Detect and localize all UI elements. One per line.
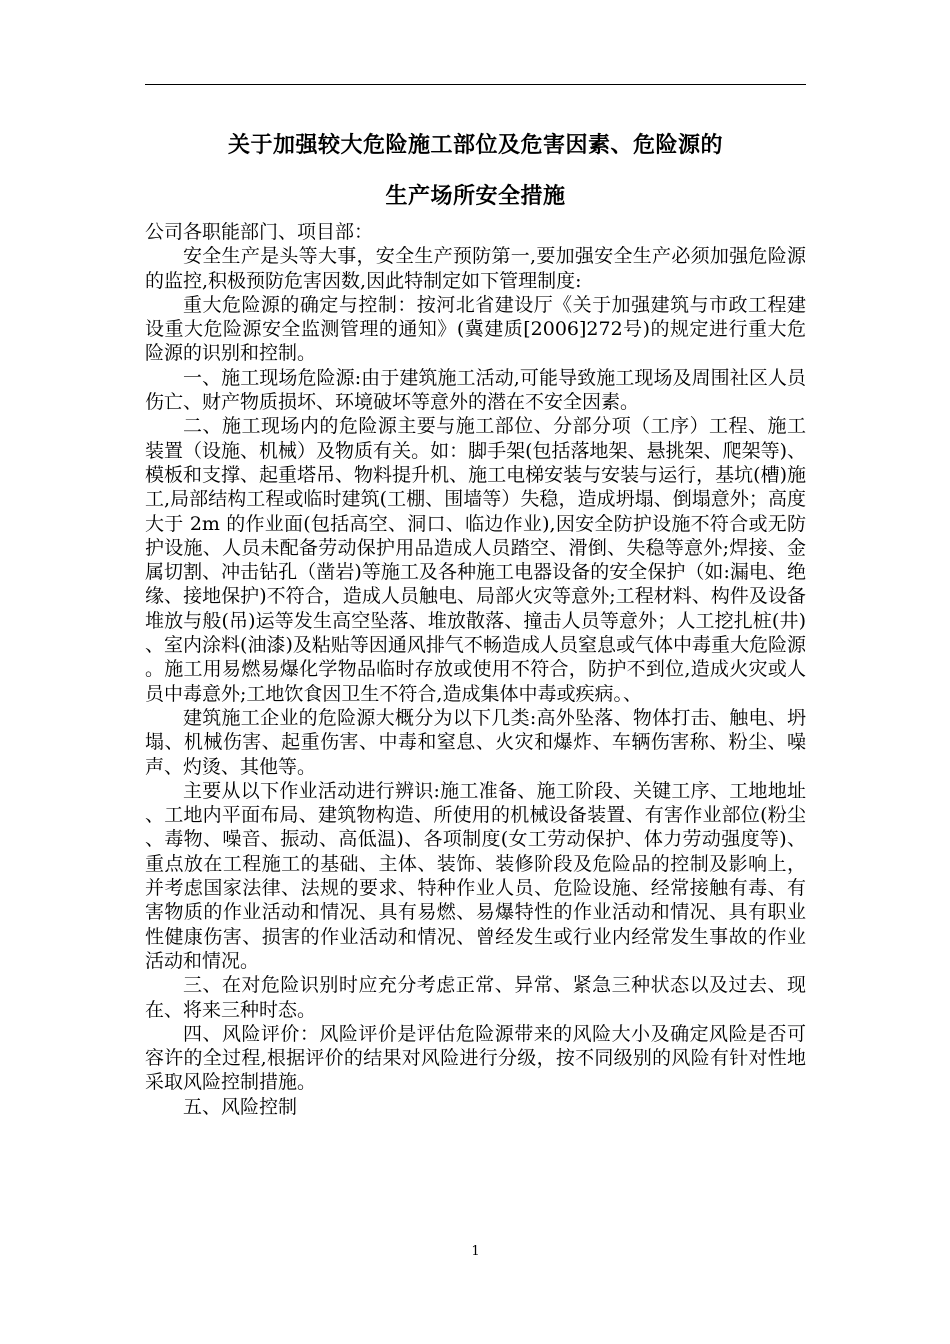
paragraph-section-3: 三、在对危险识别时应充分考虑正常、异常、紧急三种状态以及过去、现在、将来三种时态。: [145, 974, 806, 1021]
paragraph-section-1: 一、施工现场危险源:由于建筑施工活动,可能导致施工现场及周围社区人员伤亡、财产物质损坏、环境破坏等意外的潜在不安全因素。: [145, 366, 806, 414]
paragraph-section-4: 四、风险评价：风险评价是评估危险源带来的风险大小及确定风险是否可容许的全过程,根据评价的结果对风险进行分级，按不同级别的风险有针对性地采取风险控制措施。: [145, 1022, 806, 1094]
header-rule: [145, 84, 806, 85]
page-number: 1: [471, 1244, 480, 1259]
paragraph-hazard-categories: 建筑施工企业的危险源大概分为以下几类:高外坠落、物体打击、触电、坍塌、机械伤害、起重伤害、中毒和窒息、火灾和爆炸、车辆伤害称、粉尘、噪声、灼烫、其他等。: [145, 706, 806, 778]
paragraph-section-5: 五、风险控制: [183, 1095, 298, 1118]
document-body: [145, 220, 806, 1119]
document-title-line-2: 生产场所安全措施: [385, 184, 566, 209]
paragraph-section-2: 二、施工现场内的危险源主要与施工部位、分部分项（工序）工程、施工装置（设施、机械）及物质有关。如：脚手架(包括落地架、悬挑架、爬架等)、模板和支撑、起重塔吊、物料提升机、施工电梯安装与安装与运行，基坑(槽)施工,局部结构工程或临时建筑(工棚、围墙等）失稳，造成坍塌、倒塌意外；高度大于 2m 的作业面(包括高空、洞口、临边作业),因安全防护设施不符合或无防护设施、人员未配备劳动保护用品造成人员踏空、滑倒、失稳等意外;焊接、金属切割、冲击钻孔（凿岩)等施工及各种施工电器设备的安全保护（如:漏电、绝缘、接地保护)不符合，造成人员触电、局部火灾等意外;工程材料、构件及设备堆放与般(吊)运等发生高空坠落、堆放散落、撞击人员等意外；人工挖扎桩(井)、室内涂料(油漆)及粘贴等因通风排气不畅造成人员窒息或气体中毒重大危险源。施工用易燃易爆化学物品临时存放或使用不符合，防护不到位,造成火灾或人员中毒意外;工地饮食因卫生不符合,造成集体中毒或疾病。、: [145, 415, 806, 705]
paragraph-major-hazard: 重大危险源的确定与控制：按河北省建设厅《关于加强建筑与市政工程建设重大危险源安全监测管理的通知》(冀建质[2006]272号)的规定进行重大危险源的识别和控制。: [145, 293, 806, 365]
salutation: 公司各职能部门、项目部：: [145, 221, 374, 243]
paragraph-identification: 主要从以下作业活动进行辨识:施工准备、施工阶段、关键工序、工地地址、工地内平面布局、建筑物构造、所使用的机械设备装置、有害作业部位(粉尘、毒物、噪音、振动、高低温)、各项制度(女工劳动保护、体力劳动强度等)、重点放在工程施工的基础、主体、装饰、装修阶段及危险品的控制及影响上，并考虑国家法律、法规的要求、特种作业人员、危险设施、经常接触有毒、有害物质的作业活动和情况、具有易燃、易爆特性的作业活动和情况、具有职业性健康伤害、损害的作业活动和情况、曾经发生或行业内经常发生事故的作业活动和情况。: [145, 779, 806, 972]
document-title-line-1: 关于加强较大危险施工部位及危害因素、危险源的: [227, 133, 723, 158]
paragraph-intro: 安全生产是头等大事，安全生产预防第一,要加强安全生产必须加强危险源的监控,积极预防危害因数,因此特制定如下管理制度:: [145, 245, 806, 292]
